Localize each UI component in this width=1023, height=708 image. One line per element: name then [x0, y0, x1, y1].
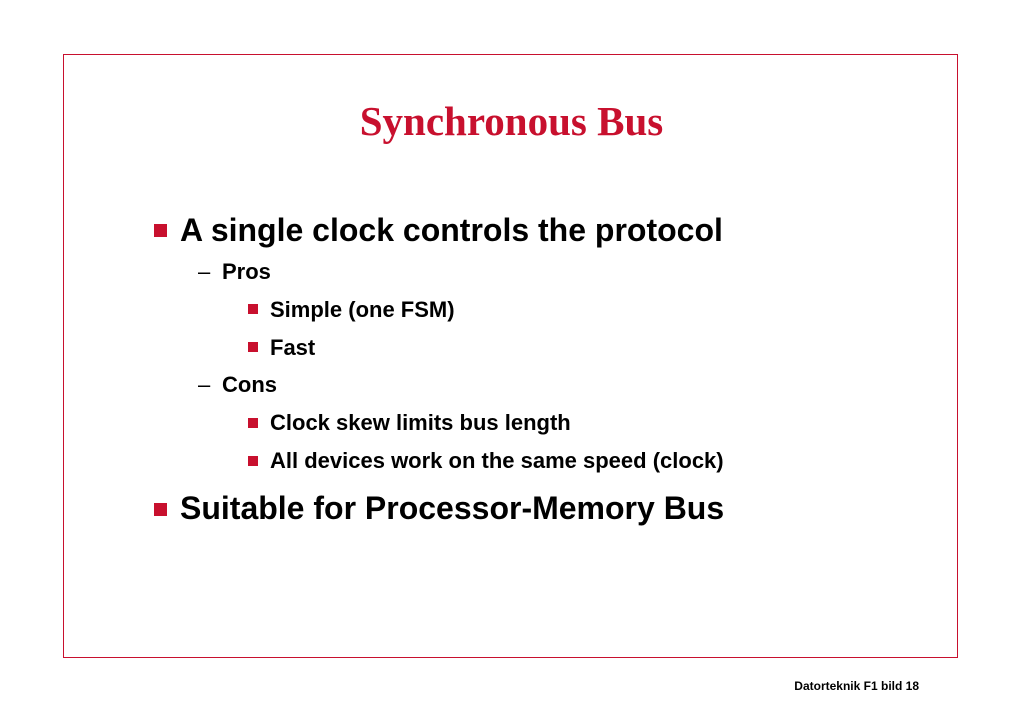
sub-item-cons: Cons [222, 372, 277, 397]
square-bullet-icon [154, 503, 167, 516]
dash-marker: – [198, 259, 211, 284]
square-bullet-icon [248, 342, 258, 352]
square-bullet-icon [154, 224, 167, 237]
square-bullet-icon [248, 418, 258, 428]
pros-item-fast: Fast [270, 335, 316, 360]
bullet-item-1: A single clock controls the protocol [180, 212, 723, 248]
slide-footer: Datorteknik F1 bild 18 [794, 679, 919, 693]
pros-item-simple: Simple (one FSM) [270, 297, 455, 322]
square-bullet-icon [248, 456, 258, 466]
sub-item-pros: Pros [222, 259, 271, 284]
dash-marker: – [198, 372, 211, 397]
square-bullet-icon [248, 304, 258, 314]
cons-item-clock-skew: Clock skew limits bus length [270, 410, 571, 435]
bullet-item-2: Suitable for Processor-Memory Bus [180, 490, 725, 526]
slide-title: Synchronous Bus [359, 98, 664, 144]
cons-item-same-speed: All devices work on the same speed (clock) [270, 448, 724, 473]
